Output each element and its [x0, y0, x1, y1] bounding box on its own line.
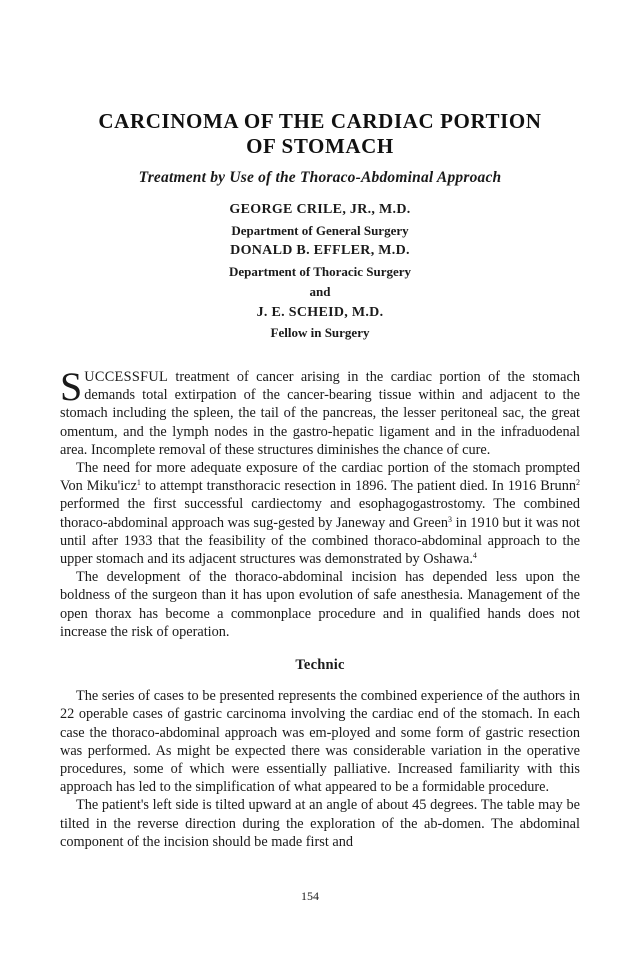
- author-name: DONALD B. EFFLER, M.D.: [230, 243, 410, 258]
- article-title: [60, 109, 580, 159]
- article-subtitle: Treatment by Use of the Thoraco-Abdominal Approach: [138, 169, 502, 186]
- author-name: GEORGE CRILE, JR., M.D.: [229, 202, 411, 217]
- lead-word: UCCESSFUL: [84, 369, 168, 385]
- author-conjunction: and: [309, 284, 331, 299]
- author-affiliation: Fellow in Surgery: [270, 325, 370, 340]
- intro-paragraph: [60, 364, 580, 459]
- reference-marker: 1: [136, 478, 141, 488]
- page-number: 154: [301, 889, 319, 903]
- technic-paragraph: The series of cases to be presented represents the combined experience of the authors in 22 operable cases of gastric carcinoma involving the cardiac end of the stomach. In each case the thoraco-abdominal approach was em-ployed and some form of gastric resection was performed. As might be expected there was considerable variation in the operative procedures, some of which were essentially palliative. Increased familiarity with this approach has led to the simplification of what appeared to be a formidable procedure.: [60, 688, 580, 796]
- section-heading: Technic: [295, 657, 345, 674]
- author-name: J. E. SCHEID, M.D.: [256, 304, 384, 320]
- intro-text: treatment of cancer arising in the cardiac portion of the stomach demands total extirpation of the cancer-bearing tissue within and adjacent to the stomach including the spleen, the tail of the pancreas, the lesser peritoneal sac, the great omentum, and the lymph nodes in the gastro-hepatic ligament and in the infraduodenal area. Incomplete removal of these structures diminishes the chance of cure.: [60, 369, 580, 458]
- reference-marker: 2: [576, 478, 580, 488]
- positioning-paragraph: The patient's left side is tilted upward at an angle of about 45 degrees. The table may be tilted in the reverse direction during the exploration of the ab-domen. The abdominal component of the incision should be made first and: [60, 797, 580, 850]
- reference-marker: 4: [472, 551, 477, 561]
- author-affiliation: Department of General Surgery: [231, 222, 409, 238]
- reference-marker: 3: [448, 514, 452, 524]
- anesthesia-paragraph: The development of the thoraco-abdominal incision has depended less upon the boldness of the surgeon than it has upon evolution of safe anesthesia. Management of the open thorax has become a commonplace procedure and in qualified hands does not increase the risk of operation.: [60, 569, 580, 640]
- drop-cap: S: [60, 364, 83, 409]
- title-line-1: CARCINOMA OF THE CARDIAC PORTION: [98, 109, 542, 133]
- article-body: [60, 364, 580, 851]
- author-affiliation: Department of Thoracic Surgery: [228, 263, 412, 279]
- history-paragraph: The need for more adequate exposure of the cardiac portion of the stomach prompted Von Miku'icz$^1$ to attempt transthoracic resection in 1896. The patient died. In 1916 Brunn$^2$ performed the first successful cardiectomy and esophagogastrostomy. The combined thoraco-abdominal approach was sug-gested by Janeway and Green$^3$ in 1910 but it was not until after 1933 that the feasibility of the combined thoraco-abdominal approach to the upper stomach and its adjacent structures was demonstrated by Oshawa.$^4$: [60, 460, 580, 568]
- author-block: [110, 200, 530, 344]
- title-line-2: OF STOMACH: [246, 134, 394, 158]
